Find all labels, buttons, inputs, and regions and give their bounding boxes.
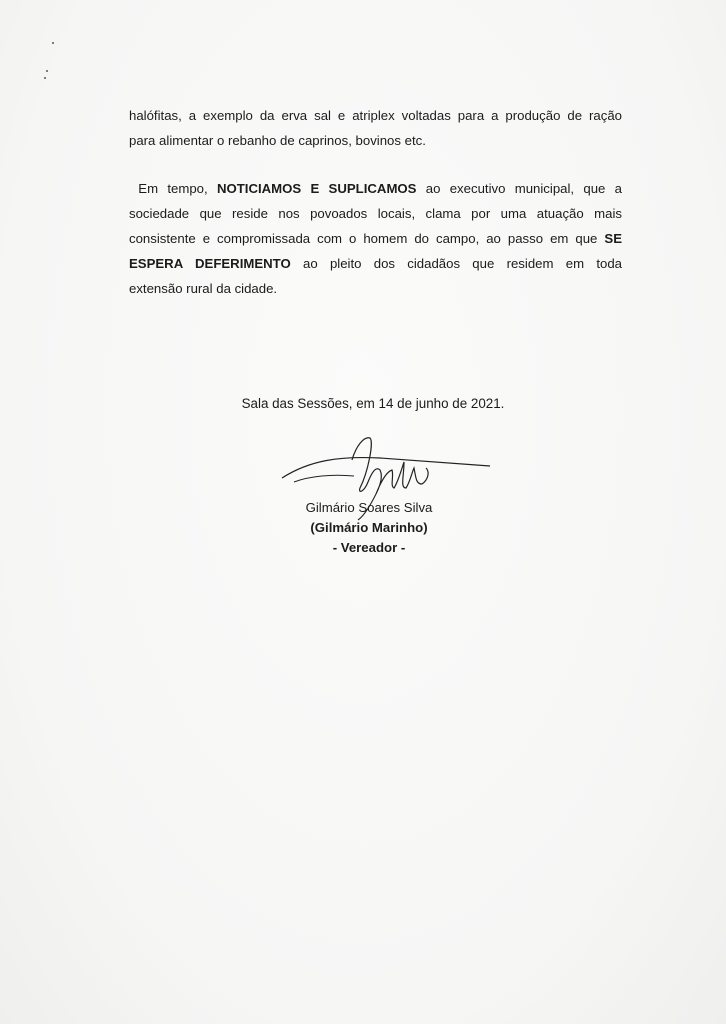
scan-speck xyxy=(44,77,46,79)
paragraph-line xyxy=(129,176,622,201)
paragraph-line: halófitas, a exemplo da erva sal e atriplex voltadas para a produção de ração xyxy=(129,108,622,123)
signatory-nickname: (Gilmário Marinho) xyxy=(310,520,428,535)
text-run: ao pleito dos cidadãos que residem em toda xyxy=(290,256,622,271)
paragraph-line: extensão rural da cidade. xyxy=(129,281,278,296)
text-run: Em tempo, xyxy=(138,181,217,196)
date-line: Sala das Sessões, em 14 de junho de 2021. xyxy=(241,396,505,411)
paragraph-line: sociedade que reside nos povoados locais, clama por uma atuação mais xyxy=(129,206,622,221)
signatory-name: Gilmário Soares Silva xyxy=(305,500,433,515)
paragraph-line xyxy=(129,226,622,251)
bold-text-run: ESPERA DEFERIMENTO xyxy=(129,256,291,271)
paragraph-1 xyxy=(129,103,622,153)
text-run: consistente e compromissada com o homem do campo, ao passo em que xyxy=(129,231,605,246)
signature-stroke xyxy=(352,438,428,494)
signature-stroke xyxy=(294,475,354,482)
scan-speck xyxy=(46,70,48,72)
scan-speck xyxy=(52,42,54,44)
bold-text-run: SE xyxy=(604,231,622,246)
bold-text-run: NOTICIAMOS E SUPLICAMOS xyxy=(216,181,417,196)
paragraph-2 xyxy=(129,176,622,301)
paragraph-line xyxy=(129,251,622,276)
signature-block xyxy=(0,498,726,558)
text-run: ao executivo municipal, que a xyxy=(416,181,622,196)
signatory-role: - Vereador - xyxy=(332,540,406,555)
paragraph-line: para alimentar o rebanho de caprinos, bovinos etc. xyxy=(129,133,426,148)
